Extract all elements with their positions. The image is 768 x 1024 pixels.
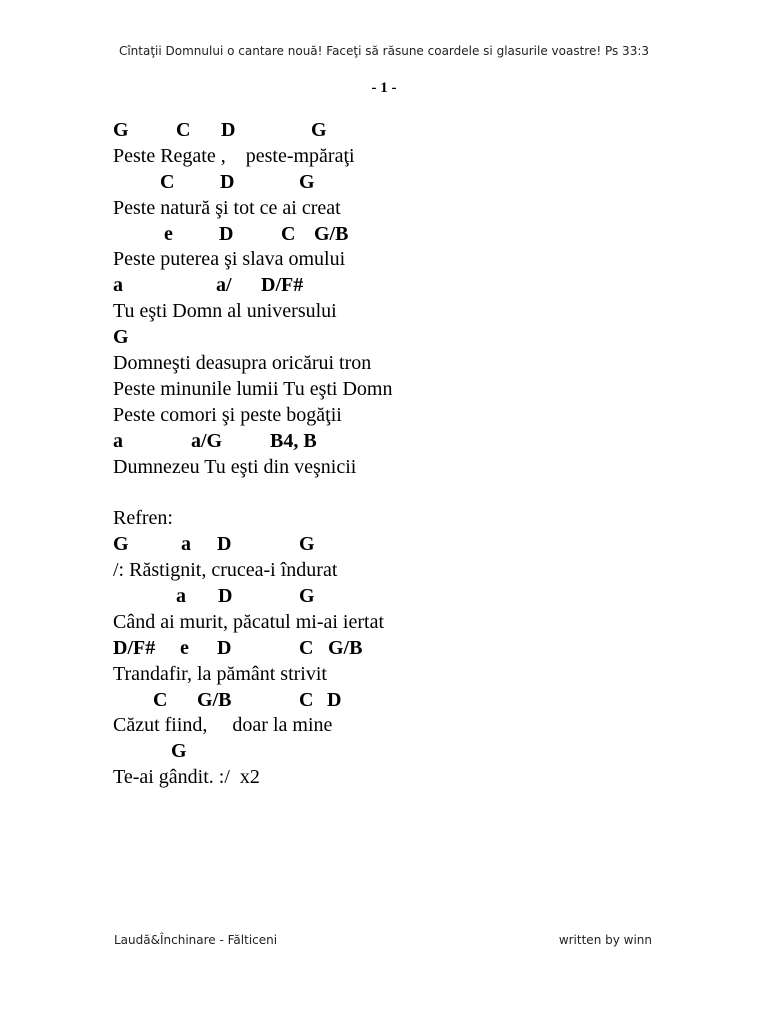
lyric-line: Domneşti deasupra oricărui tron xyxy=(113,352,372,375)
chord: G xyxy=(171,740,187,763)
lyric-line: Căzut fiind, doar la mine xyxy=(113,714,333,737)
lyric-line: Refren: xyxy=(113,507,173,530)
chord: C xyxy=(153,688,168,711)
chord-line xyxy=(113,532,733,558)
chord-line xyxy=(113,118,733,144)
chord: C xyxy=(299,688,314,711)
chord-line xyxy=(113,636,733,662)
lyric-line: Peste comori şi peste bogăţii xyxy=(113,403,342,426)
chord: D xyxy=(221,119,236,141)
chord: G xyxy=(311,119,327,141)
lyric-line: Peste puterea şi slava omului xyxy=(113,248,346,271)
chord: a xyxy=(113,274,123,297)
footer-author: written by winn xyxy=(558,933,652,947)
chord: G xyxy=(113,533,129,556)
chord: D xyxy=(217,636,232,659)
chord: G xyxy=(299,170,315,193)
chord: a/ xyxy=(216,274,232,297)
blank-line xyxy=(113,480,733,506)
chord: G/B xyxy=(328,636,363,659)
lyric-line: Peste natură şi tot ce ai creat xyxy=(113,196,341,219)
lyric-line: Peste Regate , peste-mpăraţi xyxy=(113,144,355,167)
lyric-line: Dumnezeu Tu eşti din veşnicii xyxy=(113,455,357,478)
chord: G xyxy=(299,585,315,608)
chord-line xyxy=(113,273,733,299)
lyric-line: Peste minunile lumii Tu eşti Domn xyxy=(113,377,393,400)
chord: a xyxy=(176,585,186,608)
chord-line xyxy=(113,739,733,765)
chord: D/F# xyxy=(261,274,304,297)
chord: D xyxy=(218,585,233,608)
chord-line xyxy=(113,222,733,248)
chord: D xyxy=(219,222,234,245)
chord: e xyxy=(180,636,189,659)
chord: D xyxy=(220,170,235,193)
chord: D xyxy=(327,688,342,711)
chord: G xyxy=(113,119,129,141)
chord: C xyxy=(299,636,314,659)
page-number: - 1 - xyxy=(371,80,397,96)
lyric-line: Tu eşti Domn al universului xyxy=(113,300,337,323)
chord: G/B xyxy=(314,222,349,245)
chord: C xyxy=(176,119,191,141)
chord-line xyxy=(113,688,733,714)
chord: a xyxy=(181,533,191,556)
chord: G/B xyxy=(197,688,232,711)
footer-church: Laudă&Închinare - Fălticeni xyxy=(114,933,278,947)
lyric-line: Trandafir, la pământ strivit xyxy=(113,662,327,685)
chord: C xyxy=(281,222,296,245)
chord: a xyxy=(113,429,123,452)
lyric-line: Te-ai gândit. :/ x2 xyxy=(113,766,260,789)
header-verse: Cîntaţii Domnului o cantare nouă! Faceţi să răsune coardele si glasurile voastre! Ps 33:3 xyxy=(118,44,650,58)
chord: D xyxy=(217,533,232,556)
chord: e xyxy=(164,222,173,245)
chord-line xyxy=(113,170,733,196)
chord: B4, B xyxy=(270,429,317,452)
song-sheet xyxy=(113,118,733,791)
chord: D/F# xyxy=(113,636,156,659)
lyric-line: Când ai murit, păcatul mi-ai iertat xyxy=(113,610,385,633)
chord-line xyxy=(113,584,733,610)
chord: C xyxy=(160,170,175,193)
chord: G xyxy=(299,533,315,556)
chord-line xyxy=(113,325,733,351)
chord: G xyxy=(113,326,129,349)
chord: a/G xyxy=(191,429,223,452)
chord-line xyxy=(113,429,733,455)
lyric-line: /: Răstignit, crucea-i îndurat xyxy=(113,559,338,582)
